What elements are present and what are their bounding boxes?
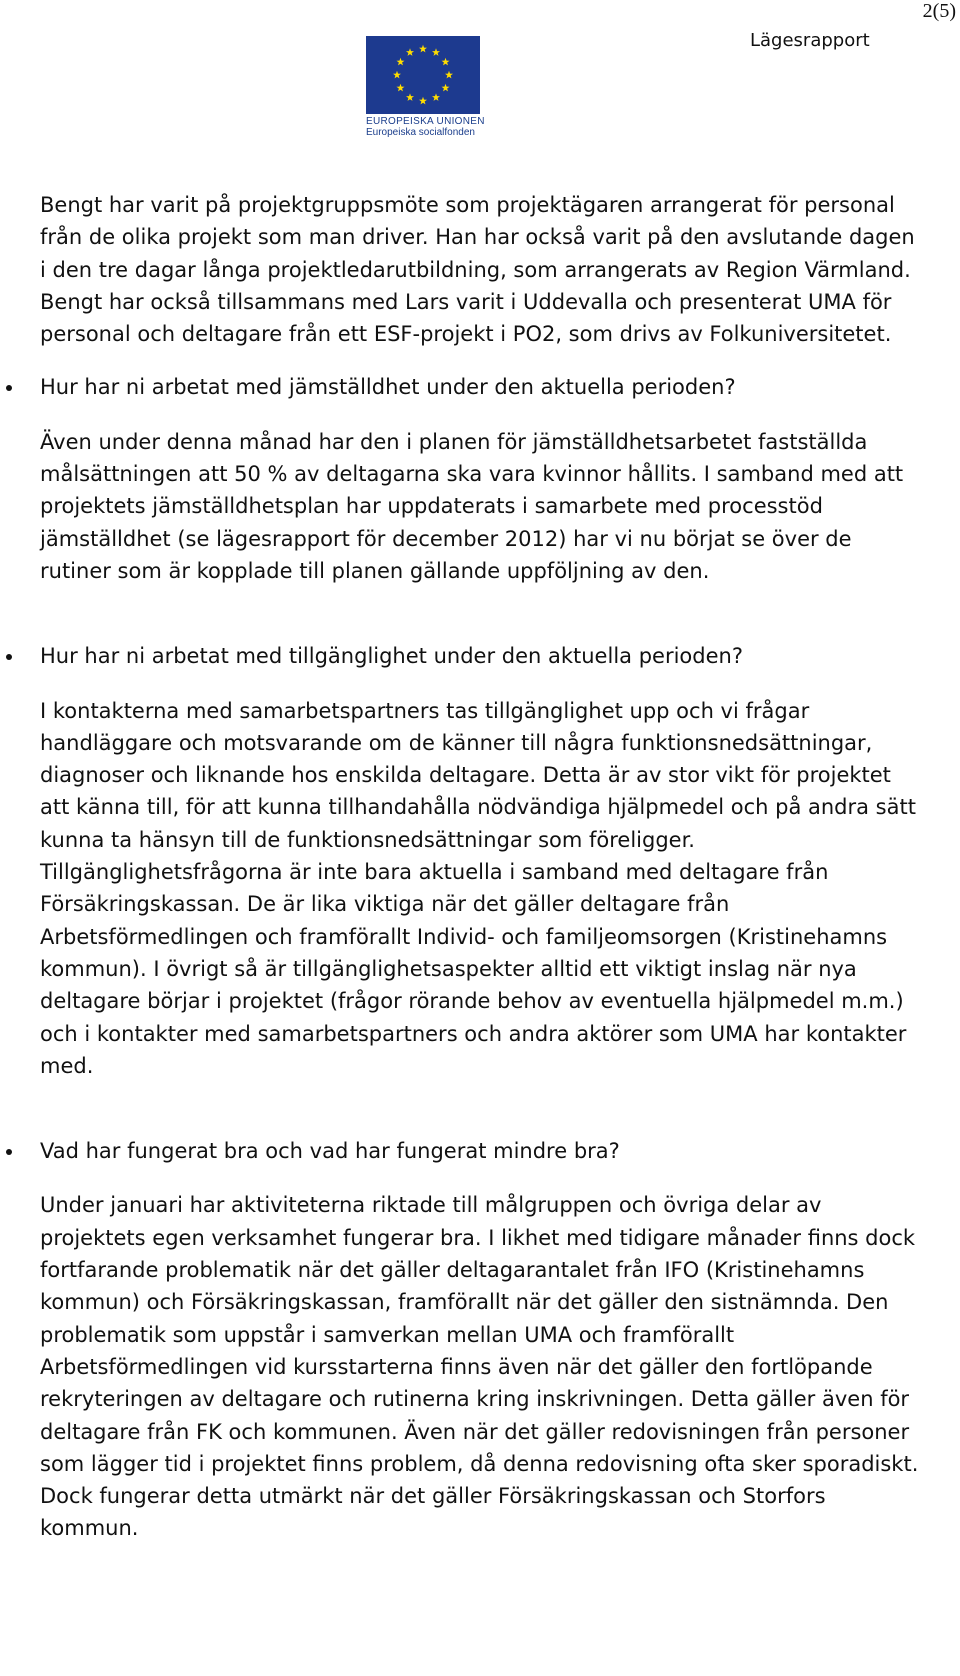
section-answer-evaluation: Under januari har aktiviteterna riktade till målgruppen och övriga delar av projektets egen verksamhet fungerar bra. I likhet med tidigare månader finns dock fortfarande problematik när det gäller deltagarantalet från IFO (Kristinehamns kommun) och Försäkringskassan, framförallt när det gäller den sistnämnda. Den problematik som uppstår i samverkan mellan UMA och framförallt Arbetsförmedlingen vid kursstarterna finns även när det gäller den fortlöpande rekryteringen av deltagare och rutinerna kring inskrivningen. Detta gäller även för deltagare från FK och kommunen. Även när det gäller redovisningen från personer som lägger tid i projektet finns problem, då denna redovisning ofta sker sporadiskt. Dock fungerar detta utmärkt när det gäller Försäkringskassan och Storfors kommun. [40, 1193, 919, 1541]
section-question-equality [40, 371, 920, 403]
question-text: Hur har ni arbetat med tillgänglighet under den aktuella perioden? [40, 644, 743, 669]
bullet-icon [6, 1149, 12, 1155]
intro-paragraph: Bengt har varit på projektgruppsmöte som projektägaren arrangerat för personal från de olika projekt som man driver. Han har också varit på den avslutande dagen i den tre dagar långa projektledarutbildning, som arrangerats av Region Värmland. Bengt har också tillsammans med Lars varit i Uddevalla och presenterat UMA för personal och deltagare från ett ESF-projekt i PO2, som drivs av Folkuniversitetet. [40, 193, 915, 347]
section-question-evaluation [40, 1135, 920, 1167]
section-answer-accessibility: I kontakterna med samarbetspartners tas tillgänglighet upp och vi frågar handläggare och motsvarande om de känner till några funktionsnedsättningar, diagnoser och liknande hos enskilda deltagare. Detta är av stor vikt för projektet att känna till, för att kunna tillhandahålla nödvändiga hjälpmedel och på andra sätt kunna ta hänsyn till de funktionsnedsättningar som föreligger. Tillgänglighetsfrågorna är inte bara aktuella i samband med deltagare från Försäkringskassan. De är lika viktiga när det gäller deltagare från Arbetsförmedlingen och framförallt Individ- och familjeomsorgen (Kristinehamns kommun). I övrigt så är tillgänglighetsaspekter alltid ett viktigt inslag när nya deltagare börjar i projektet (frågor rörande behov av eventuella hjälpmedel m.m.) och i kontakter med samarbetspartners och andra aktörer som UMA har kontakter med. [40, 698, 916, 1078]
document-body [40, 189, 920, 1545]
section-question-accessibility [40, 640, 920, 672]
bullet-icon [6, 654, 12, 660]
section-answer-equality: Även under denna månad har den i planen för jämställdhetsarbetet fastställda målsättningen att 50 % av deltagarna ska vara kvinnor hållits. I samband med att projektets jämställdhetsplan har uppdaterats i samarbete med processtöd jämställdhet (se lägesrapport för december 2012) har vi nu börjat se över de rutiner som är kopplade till planen gällande uppföljning av den. [40, 429, 904, 583]
question-text: Hur har ni arbetat med jämställdhet under den aktuella perioden? [40, 375, 736, 400]
logo-text-esf: Europeiska socialfonden [366, 127, 475, 138]
page-number: 2(5) [922, 0, 956, 22]
eu-flag-icon [366, 36, 480, 114]
question-text: Vad har fungerat bra och vad har fungerat mindre bra? [40, 1139, 620, 1164]
logo-text-eu: EUROPEISKA UNIONEN [366, 116, 485, 127]
eu-logo [366, 36, 484, 144]
bullet-icon [6, 385, 12, 391]
running-header-title: Lägesrapport [750, 30, 870, 51]
